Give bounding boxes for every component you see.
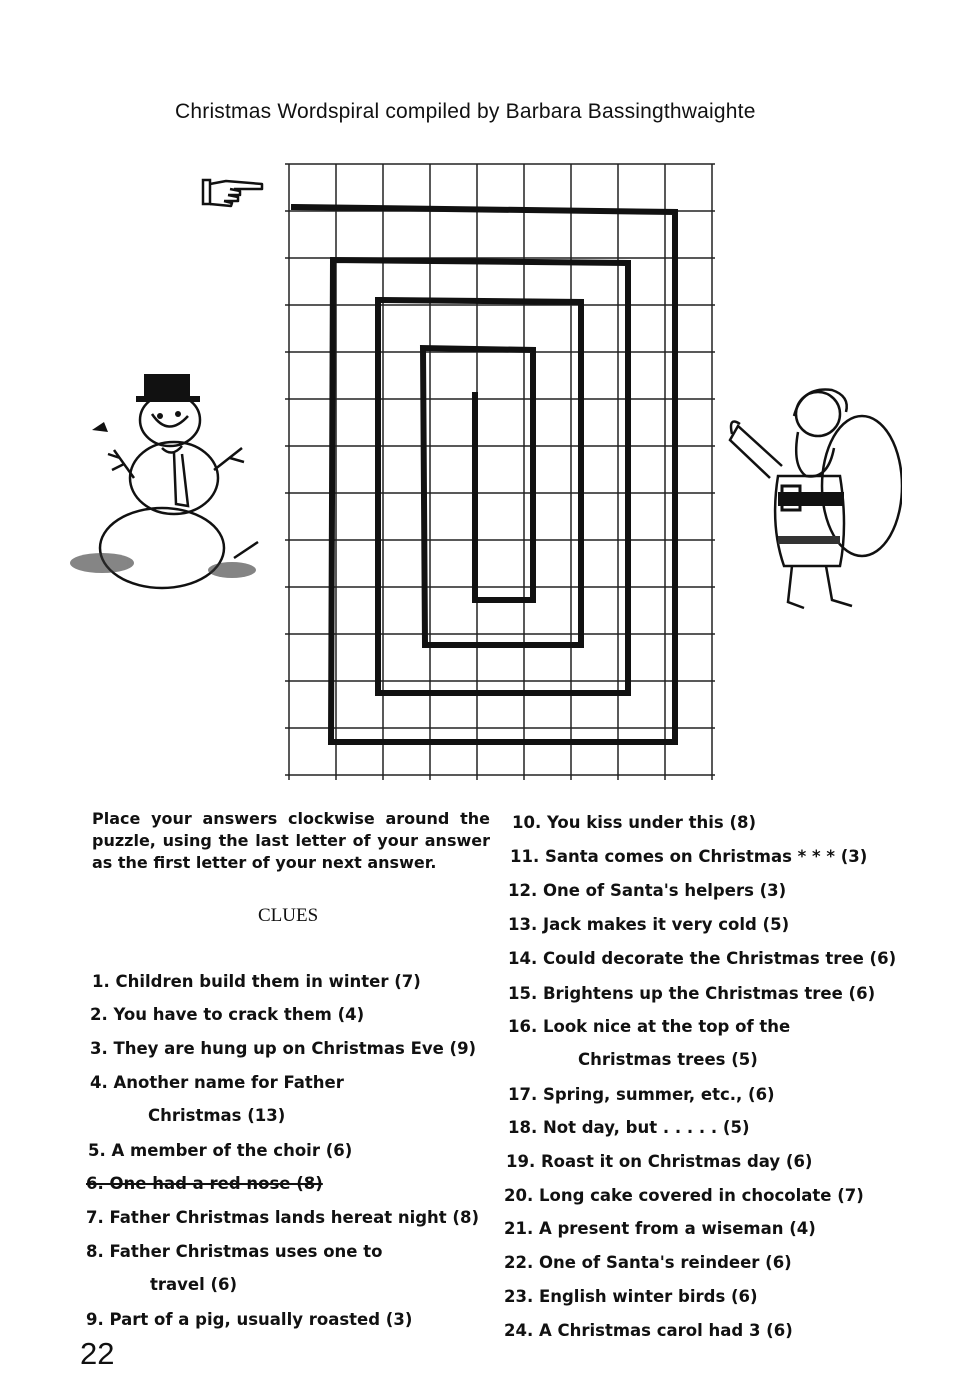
clue-item-continued: Christmas (13) (148, 1106, 286, 1125)
clue-item: 13. Jack makes it very cold (5) (508, 915, 790, 934)
clue-item-continued: Christmas trees (5) (578, 1050, 758, 1069)
snowman-icon (62, 358, 272, 593)
clue-item: 8. Father Christmas uses one to (86, 1242, 383, 1261)
santa-icon (722, 376, 902, 616)
page-number: 22 (80, 1336, 115, 1371)
clue-item: 7. Father Christmas lands hereat night (8) (86, 1208, 479, 1227)
clue-item: 11. Santa comes on Christmas * * * (3) (510, 847, 868, 866)
clue-item: 19. Roast it on Christmas day (6) (506, 1152, 813, 1171)
clue-item: 9. Part of a pig, usually roasted (3) (86, 1310, 413, 1329)
clue-item: 1. Children build them in winter (7) (92, 972, 421, 991)
clue-item: 3. They are hung up on Christmas Eve (9) (90, 1039, 477, 1058)
clue-item: 16. Look nice at the top of the (508, 1017, 791, 1036)
clue-item: 10. You kiss under this (8) (512, 813, 757, 832)
puzzle-grid (285, 160, 715, 785)
clue-item: 14. Could decorate the Christmas tree (6) (508, 949, 897, 968)
instructions-text: Place your answers clockwise around the puzzle, using the last letter of your answer as the first letter of your next answer. (92, 809, 490, 872)
clue-item: 18. Not day, but . . . . . (5) (508, 1118, 750, 1137)
clue-item: 24. A Christmas carol had 3 (6) (504, 1321, 793, 1340)
clue-item: 12. One of Santa's helpers (3) (508, 881, 787, 900)
clue-item: 4. Another name for Father (90, 1073, 344, 1092)
clue-item: 15. Brightens up the Christmas tree (6) (508, 984, 876, 1003)
clue-item: 5. A member of the choir (6) (88, 1141, 353, 1160)
clue-item-continued: travel (6) (150, 1275, 238, 1294)
clue-item-struck: 6. One had a red nose (8) (86, 1174, 323, 1193)
clue-item: 20. Long cake covered in chocolate (7) (504, 1186, 864, 1205)
pointing-hand-icon (200, 174, 266, 210)
clue-item: 23. English winter birds (6) (504, 1287, 758, 1306)
page-title: Christmas Wordspiral compiled by Barbara Bassingthwaighte (175, 100, 756, 123)
clue-item: 2. You have to crack them (4) (90, 1005, 365, 1024)
clue-item: 21. A present from a wiseman (4) (504, 1219, 816, 1238)
clues-heading: CLUES (258, 905, 319, 926)
clue-item: 22. One of Santa's reindeer (6) (504, 1253, 792, 1272)
clue-item: 17. Spring, summer, etc., (6) (508, 1085, 775, 1104)
